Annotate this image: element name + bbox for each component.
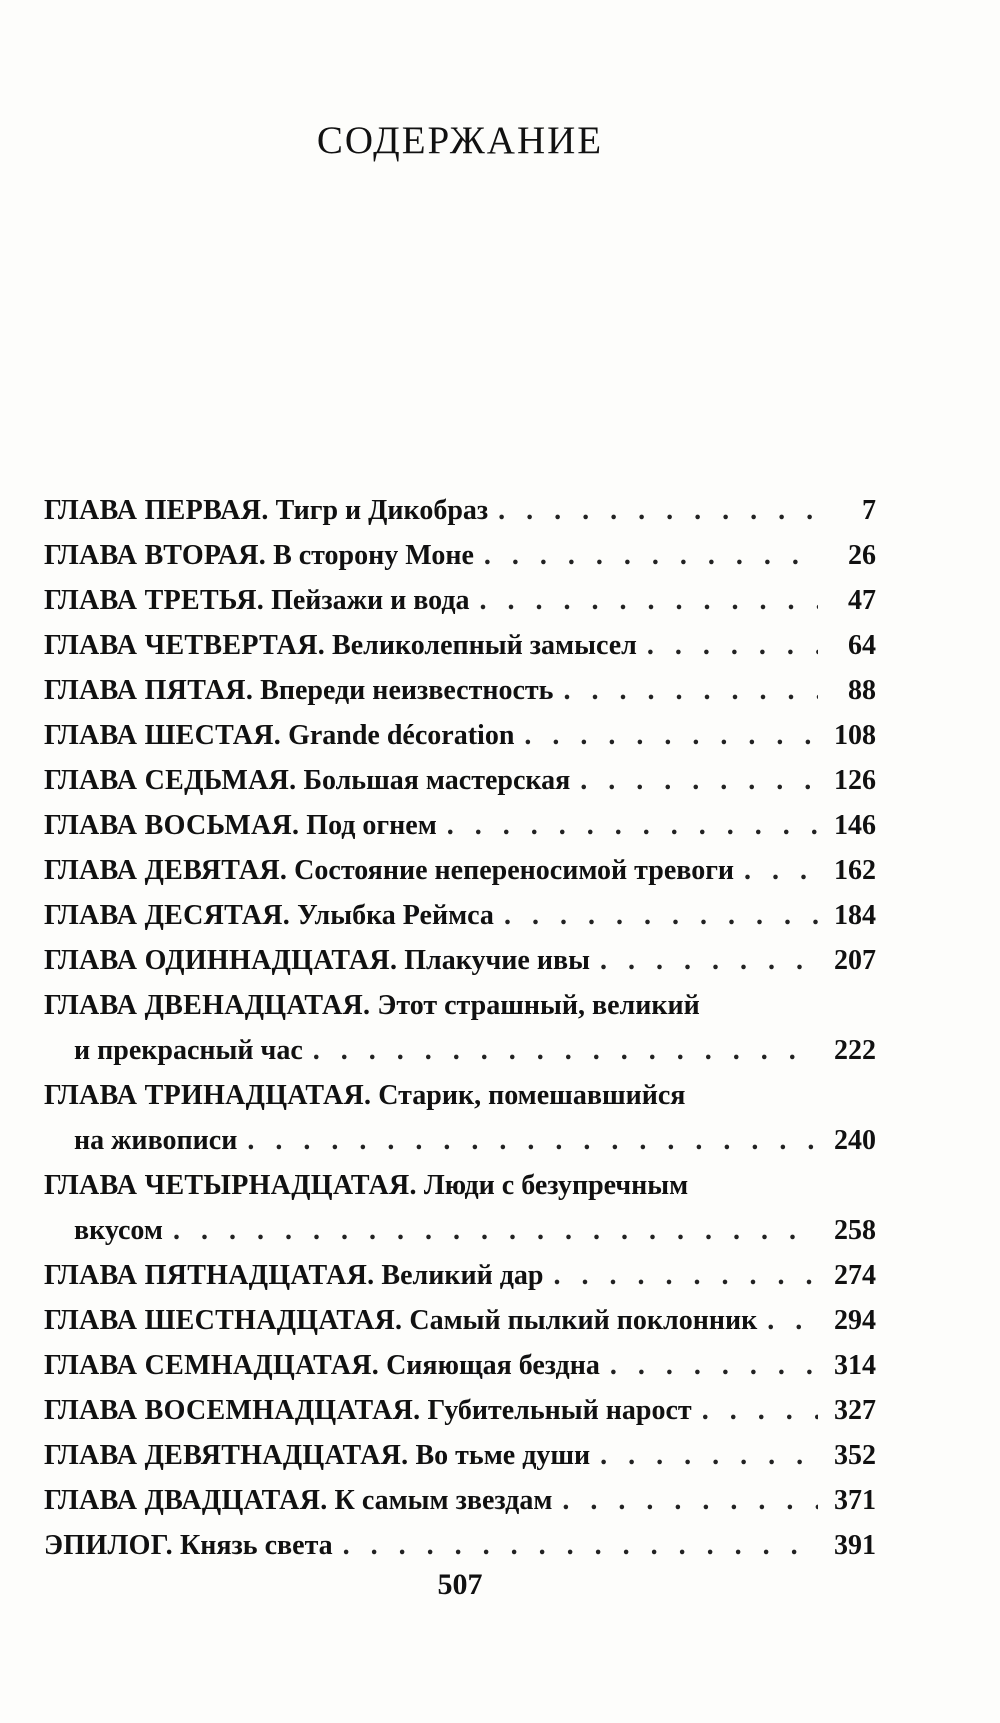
chapter-title: Великий дар [381,1260,544,1291]
toc-entry [44,848,876,893]
chapter-title: Во тьме души [415,1440,591,1471]
chapter-label: ГЛАВА ТРЕТЬЯ. [44,585,265,616]
chapter-label: ГЛАВА ДЕСЯТАЯ. [44,900,291,931]
chapter-title: Губительный нарост [427,1395,692,1426]
chapter-label: ГЛАВА ШЕСТНАДЦАТАЯ. [44,1305,403,1336]
chapter-label: ГЛАВА ПЯТНАДЦАТАЯ. [44,1260,375,1291]
chapter-title: К самым звездам [334,1485,553,1516]
page-number: 146 [834,810,876,841]
chapter-label: ЭПИЛОГ. [44,1530,173,1561]
page-number: 258 [834,1215,876,1246]
chapter-label: ГЛАВА ДЕВЯТАЯ. [44,855,288,886]
page-number: 7 [862,495,876,526]
chapter-label: ГЛАВА СЕДЬМАЯ. [44,765,297,796]
chapter-title: Люди с безупречным [423,1170,689,1201]
entry-first-line [44,1163,876,1208]
chapter-label: ГЛАВА ПЕРВАЯ. [44,495,269,526]
chapter-label: ГЛАВА ОДИННАДЦАТАЯ. [44,945,398,976]
chapter-label: ГЛАВА ДЕВЯТНАДЦАТАЯ. [44,1440,409,1471]
page-number: 64 [848,630,876,661]
page-number: 184 [834,900,876,931]
dot-leader [343,1523,818,1568]
dot-leader [647,623,818,668]
entry-second-line [44,1118,876,1163]
dot-leader [554,1253,818,1298]
toc-entry [44,1163,876,1253]
chapter-title: Сияющая бездна [386,1350,600,1381]
two-line-entry [44,1163,876,1253]
chapter-title: Самый пылкий поклонник [409,1305,758,1336]
toc-entry [44,623,876,668]
toc-entry [44,1388,876,1433]
toc-entry [44,668,876,713]
chapter-title: В сторону Моне [273,540,474,571]
chapter-title: Тигр и Дикобраз [275,495,489,526]
chapter-label: ГЛАВА ВОСЬМАЯ. [44,810,300,841]
dot-leader [504,893,818,938]
toc-entry [44,983,876,1073]
toc-entry [44,1433,876,1478]
chapter-label: ГЛАВА ДВЕНАДЦАТАЯ. [44,990,371,1021]
two-line-entry [44,983,876,1073]
toc-entry [44,1073,876,1163]
dot-leader [313,1028,818,1073]
chapter-title: Состояние непереносимой тревоги [294,855,735,886]
chapter-title-continuation: и прекрасный час [74,1035,303,1066]
toc-entry [44,758,876,803]
chapter-title: Великолепный замысел [332,630,637,661]
entry-second-line [44,1028,876,1073]
chapter-label: ГЛАВА ПЯТАЯ. [44,675,254,706]
page-title: СОДЕРЖАНИЕ [316,119,604,163]
dot-leader [600,1433,818,1478]
toc-entry [44,938,876,983]
page-number: 391 [834,1530,876,1561]
page-number: 88 [848,675,876,706]
entry-first-line [44,983,876,1028]
chapter-title: Grande décoration [288,720,515,751]
toc-entry [44,1253,876,1298]
dot-leader [173,1208,818,1253]
chapter-label: ГЛАВА ТРИНАДЦАТАЯ. [44,1080,372,1111]
page-number: 26 [848,540,876,571]
entry-second-line [44,1208,876,1253]
chapter-title: Впереди неизвестность [260,675,554,706]
dot-leader [524,713,818,758]
dot-leader [744,848,818,893]
chapter-title: Князь света [179,1530,333,1561]
toc-entry [44,803,876,848]
dot-leader [580,758,818,803]
table-of-contents [44,488,876,1568]
chapter-label: ГЛАВА ВОСЕМНАДЦАТАЯ. [44,1395,421,1426]
chapter-label: ГЛАВА ЧЕТВЕРТАЯ. [44,630,326,661]
page-number: 314 [834,1350,876,1381]
chapter-title: Пейзажи и вода [271,585,470,616]
page-number: 294 [834,1305,876,1336]
chapter-title: Старик, помешавшийся [378,1080,686,1111]
dot-leader [247,1118,818,1163]
page-number: 47 [848,585,876,616]
dot-leader [702,1388,818,1433]
page-number: 240 [834,1125,876,1156]
two-line-entry [44,1073,876,1163]
folio-page-number: 507 [437,1568,483,1601]
dot-leader [600,938,818,983]
dot-leader [480,578,818,623]
dot-leader [484,533,818,578]
toc-entry [44,1343,876,1388]
chapter-title-continuation: вкусом [74,1215,163,1246]
page-number: 352 [834,1440,876,1471]
toc-entry [44,488,876,533]
chapter-title: Большая мастерская [303,765,571,796]
page-number: 274 [834,1260,876,1291]
dot-leader [563,668,818,713]
dot-leader [610,1343,818,1388]
page-number: 222 [834,1035,876,1066]
chapter-label: ГЛАВА ШЕСТАЯ. [44,720,282,751]
chapter-title: Этот страшный, великий [377,990,700,1021]
toc-entry [44,713,876,758]
chapter-title: Улыбка Реймса [297,900,494,931]
page-number: 126 [834,765,876,796]
toc-entry [44,1478,876,1523]
chapter-label: ГЛАВА ЧЕТЫРНАДЦАТАЯ. [44,1170,417,1201]
page-number: 327 [834,1395,876,1426]
toc-entry [44,893,876,938]
dot-leader [447,803,818,848]
dot-leader [767,1298,818,1343]
chapter-title: Плакучие ивы [404,945,590,976]
toc-entry [44,533,876,578]
chapter-title-continuation: на живописи [74,1125,238,1156]
toc-entry [44,1298,876,1343]
dot-leader [562,1478,818,1523]
page-number: 207 [834,945,876,976]
toc-entry [44,578,876,623]
chapter-label: ГЛАВА СЕМНАДЦАТАЯ. [44,1350,380,1381]
page-number: 371 [834,1485,876,1516]
dot-leader [498,488,818,533]
chapter-title: Под огнем [306,810,437,841]
toc-entry [44,1523,876,1568]
page-number: 162 [834,855,876,886]
chapter-label: ГЛАВА ВТОРАЯ. [44,540,267,571]
chapter-label: ГЛАВА ДВАДЦАТАЯ. [44,1485,328,1516]
page-number: 108 [834,720,876,751]
entry-first-line [44,1073,876,1118]
